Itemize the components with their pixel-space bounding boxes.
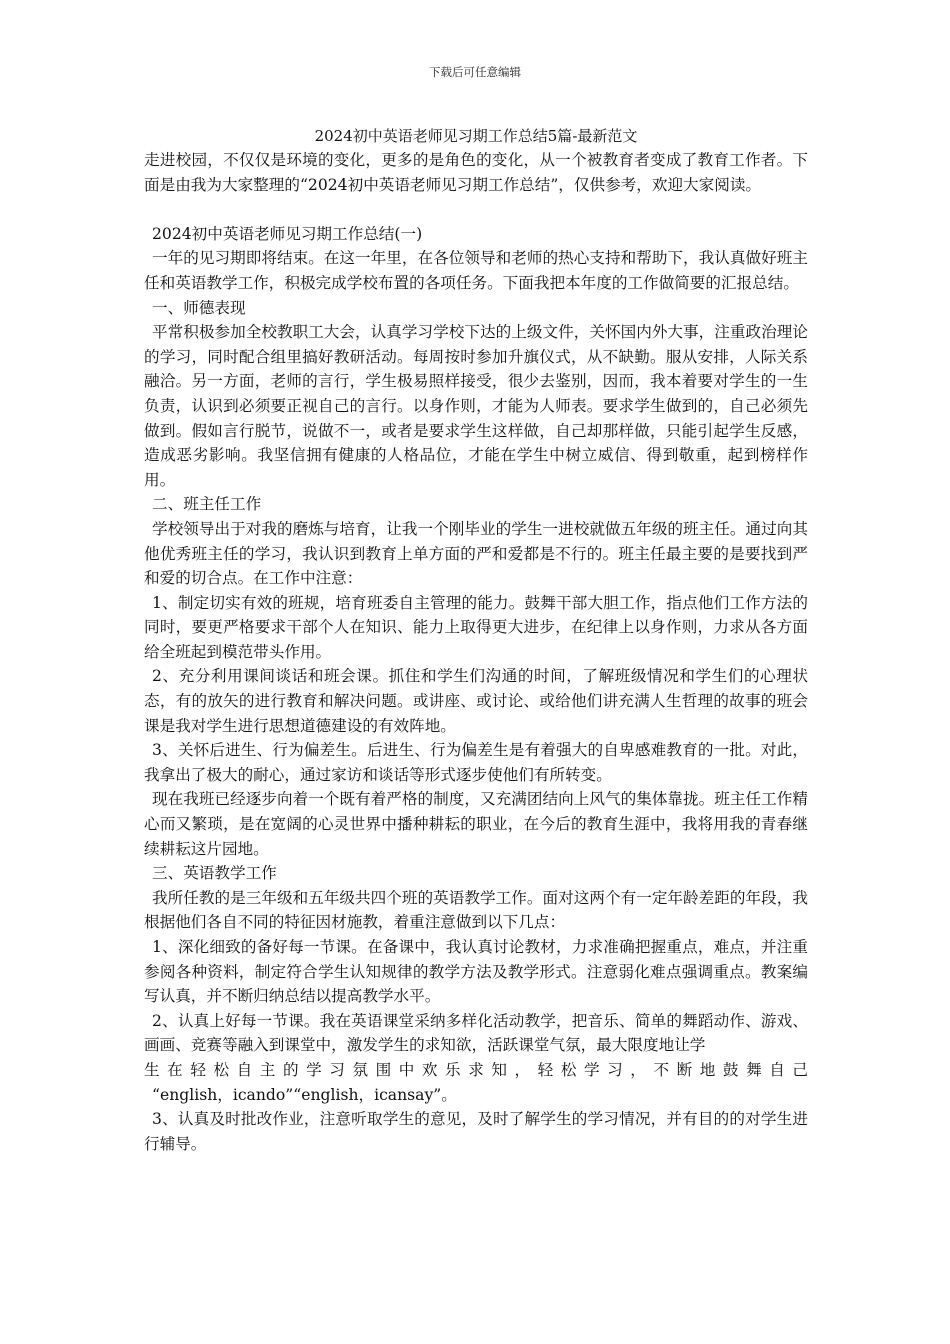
- heading-english-teaching: 三、英语教学工作: [152, 864, 277, 883]
- paragraph-english-teaching: 我所任教的是三年级和五年级共四个班的英语教学工作。面对这两个有一定年龄差距的年段，我根据他们各自不同的特征因材施教，着重注意做到以下几点：: [144, 888, 808, 932]
- item-struggling-students: 3、关怀后进生、行为偏差生。后进生、行为偏差生是有着强大的自卑感难教育的一批。对此，我拿出了极大的耐心，通过家访和谈话等形式逐步使他们有所转变。: [144, 741, 808, 784]
- item-lessons-part2: 生在轻松自主的学习氛围中欢乐求知，轻松学习，不断地鼓舞自己: [144, 1060, 808, 1079]
- header-note: 下载后可任意编辑: [429, 65, 521, 79]
- paragraph-class-teacher: 学校领导出于对我的磨炼与培育，让我一个刚毕业的学生一进校就做五年级的班主任。通过向其他优秀班主任的学习，我认识到教育上单方面的严和爱都是不行的。班主任最主要的是要找到严和爱的切合点。在工作中注意：: [144, 519, 808, 588]
- doc-title: 2024初中英语老师见习期工作总结5篇-最新范文: [314, 127, 638, 145]
- section-title: 2024初中英语老师见习期工作总结(一): [152, 224, 423, 243]
- item-lessons-part1: 2、认真上好每一节课。我在英语课堂采纳多样化活动教学，把音乐、简单的舞蹈动作、游戏、画画、竞赛等融入到课堂中，激发学生的求知欲，活跃课堂气氛，最大限度地让学: [144, 1011, 808, 1055]
- paragraph-teacher-ethics: 平常积极参加全校教职工大会，认真学习学校下达的上级文件，关怀国内外大事，注重政治理论的学习，同时配合组里搞好教研活动。每周按时参加升旗仪式，从不缺勤。服从安排，人际关系融洽。另一方面，老师的言行，学生极易照样接受，很少去鉴别，因而，我本着要对学生的一生负责，认识到必须要正视自己的言行。以身作则，才能为人师表。要求学生做到的，自己必须先做到。假如言行脱节，说做不一，或者是要求学生这样做，自己却那样做，只能引起学生反感，造成恶劣影响。我坚信拥有健康的人格品位，才能在学生中树立威信、得到敬重，起到榜样作用。: [144, 323, 808, 489]
- opening-paragraph: 一年的见习期即将结束。在这一年里，在各位领导和老师的热心支持和帮助下，我认真做好班主任和英语教学工作，积极完成学校布置的各项任务。下面我把本年度的工作做简要的汇报总结。: [144, 249, 808, 292]
- item-lessons-part3: “english，icando”“english，icansay”。: [152, 1085, 457, 1104]
- item-homework: 3、认真及时批改作业，注意听取学生的意见，及时了解学生的学习情况，并有目的的对学生进行辅导。: [144, 1110, 808, 1153]
- heading-teacher-ethics: 一、师德表现: [152, 298, 246, 317]
- blank-line: [144, 197, 808, 222]
- item-class-rules: 1、制定切实有效的班规，培育班委自主管理的能力。鼓舞干部大胆工作，指点他们工作方法的同时，要更严格要求干部个人在知识、能力上取得更大进步，在纪律上以身作则，力求从各方面给全班起到模范带头作用。: [144, 593, 808, 661]
- intro-paragraph: 走进校园，不仅仅是环境的变化，更多的是角色的变化，从一个被教育者变成了教育工作者。下面是由我为大家整理的“2024初中英语老师见习期工作总结”，仅供参考，欢迎大家阅读。: [144, 151, 808, 194]
- heading-class-teacher: 二、班主任工作: [152, 495, 262, 514]
- document-body: [144, 124, 808, 1156]
- item-class-meetings: 2、充分利用课间谈话和班会课。抓住和学生们沟通的时间，了解班级情况和学生们的心理状态，有的放矢的进行教育和解决问题。或讲座、或讨论、或给他们讲充满人生哲理的故事的班会课是我对学生进行思想道德建设的有效阵地。: [144, 667, 808, 735]
- paragraph-class-summary: 现在我班已经逐步向着一个既有着严格的制度，又充满团结向上风气的集体靠拢。班主任工作精心而又繁琐，是在宽阔的心灵世界中播种耕耘的职业，在今后的教育生涯中，我将用我的青春继续耕耘这片园地。: [144, 790, 808, 858]
- item-lesson-prep: 1、深化细致的备好每一节课。在备课中，我认真讨论教材，力求准确把握重点，难点，并注重参阅各种资料，制定符合学生认知规律的教学方法及教学形式。注意弱化难点强调重点。教案编写认真，并不断归纳总结以提高教学水平。: [144, 938, 808, 1006]
